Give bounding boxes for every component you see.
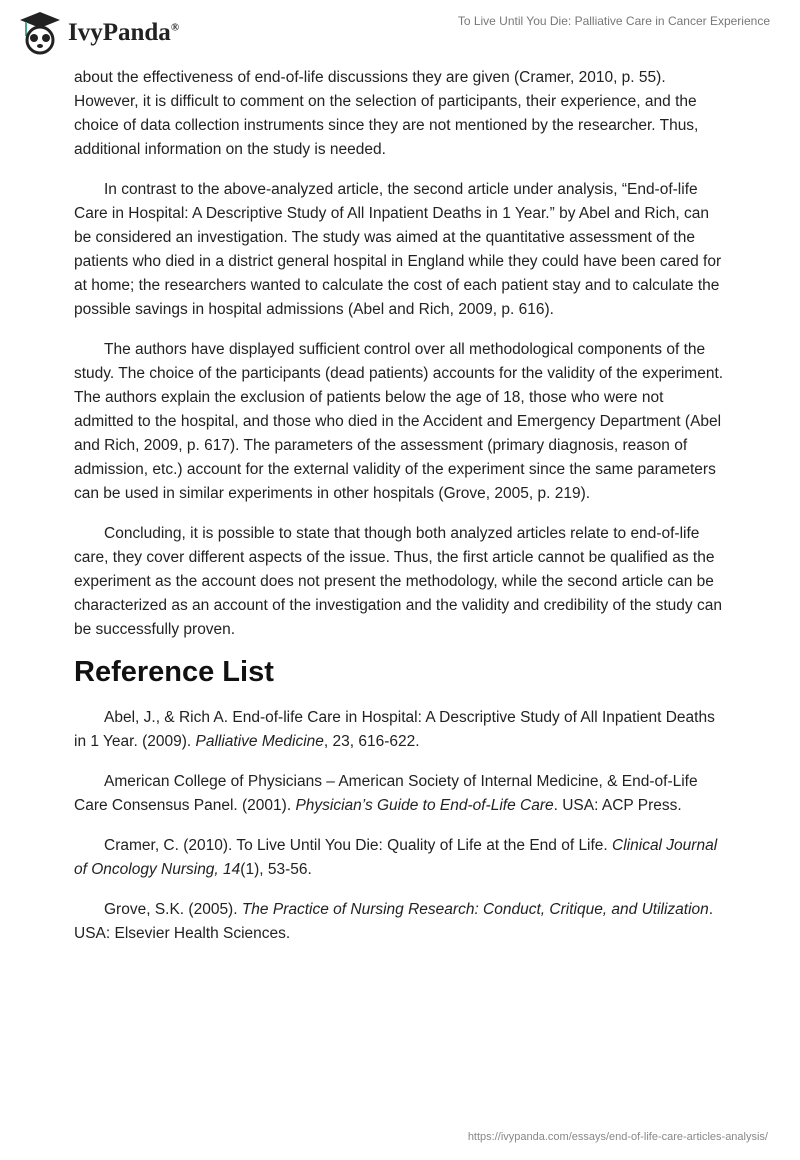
panda-graduate-icon	[18, 10, 62, 56]
source-url[interactable]: https://ivypanda.com/essays/end-of-life-care-articles-analysis/	[467, 1131, 768, 1143]
paragraph: In contrast to the above-analyzed article, the second article under analysis, “End-of-life Care in Hospital: A Descriptive Study of All Inpatient Deaths in 1 Year.” by Abel and Rich, can be considered an investigation. The study was aimed at the quantitative assessment of the patients who died in a district general hospital in England while they could have been cared for at home; the researchers wanted to calculate the cost of each patient stay and to calculate the possible savings in hospital admissions (Abel and Rich, 2009, p. 616).	[74, 181, 722, 318]
reference-item: Cramer, C. (2010). To Live Until You Die: Quality of Life at the End of Life. Clinical Journal of Oncology Nursing, 14(1), 53-56.	[74, 837, 718, 878]
reference-item: American College of Physicians – American Society of Internal Medicine, & End-of-Life Care Consensus Panel. (2001). Physician’s Guide to End-of-Life Care. USA: ACP Press.	[74, 773, 698, 814]
paragraph: The authors have displayed sufficient control over all methodological components of the study. The choice of the participants (dead patients) accounts for the validity of the experiment. The authors explain the exclusion of patients below the age of 18, those who were not admitted to the hospital, and those who died in the Accident and Emergency Department (Abel and Rich, 2009, p. 617). The parameters of the assessment (primary diagnosis, reason of admission, etc.) account for the external validity of the experiment since the same parameters can be used in similar experiments in other hospitals (Grove, 2005, p. 219).	[74, 341, 724, 502]
document-body	[74, 66, 726, 962]
brand-name: IvyPanda®	[68, 19, 180, 46]
reference-item: Grove, S.K. (2005). The Practice of Nursing Research: Conduct, Critique, and Utilization. USA: Elsevier Health Sciences.	[74, 901, 714, 942]
ivypanda-logo[interactable]	[18, 10, 179, 56]
references-heading: Reference List	[74, 656, 274, 688]
document-title: To Live Until You Die: Palliative Care in Cancer Experience	[457, 14, 770, 28]
paragraph: Concluding, it is possible to state that though both analyzed articles relate to end-of-life care, they cover different aspects of the issue. Thus, the first article cannot be qualified as the experiment as the account does not present the methodology, while the second article can be characterized as an account of the investigation and the validity and credibility of the study can be successfully proven.	[74, 525, 722, 638]
paragraph: about the effectiveness of end-of-life discussions they are given (Cramer, 2010, p. 55). However, it is difficult to comment on the selection of participants, their experience, and the choice of data collection instruments since they are not mentioned by the researcher. Thus, additional information on the study is needed.	[74, 69, 699, 158]
reference-item: Abel, J., & Rich A. End-of-life Care in Hospital: A Descriptive Study of All Inpatient Deaths in 1 Year. (2009). Palliative Medicine, 23, 616-622.	[74, 709, 715, 750]
